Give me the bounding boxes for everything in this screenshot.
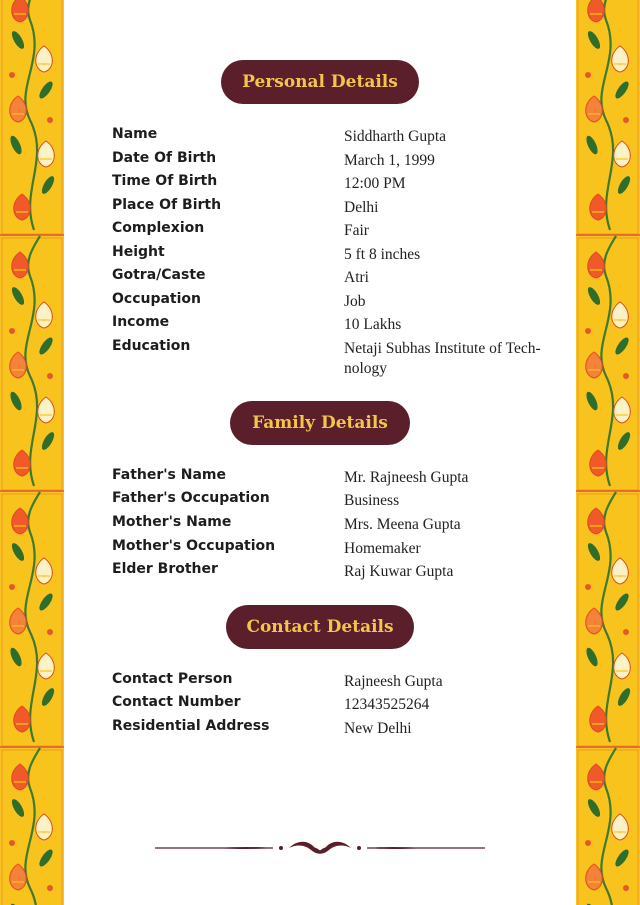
detail-label: Height — [112, 244, 165, 260]
detail-label: Mother's Occupation — [112, 538, 276, 554]
detail-label: Contact Number — [112, 694, 241, 710]
section-title-contact: Contact Details — [226, 605, 414, 649]
detail-label: Gotra/Caste — [112, 267, 206, 283]
detail-label: Residential Address — [112, 718, 270, 734]
detail-value: Business — [344, 492, 400, 509]
detail-value: March 1, 1999 — [344, 152, 435, 169]
detail-value: Homemaker — [344, 540, 421, 557]
detail-label: Date Of Birth — [112, 150, 217, 166]
detail-value: Raj Kuwar Gupta — [344, 563, 454, 580]
ornament-divider-icon — [155, 836, 485, 860]
detail-value: Rajneesh Gupta — [344, 673, 443, 690]
detail-value: New Delhi — [344, 720, 412, 737]
detail-label: Place Of Birth — [112, 197, 222, 213]
detail-label: Father's Name — [112, 467, 226, 483]
right-floral-border — [576, 0, 640, 905]
section-title-personal: Personal Details — [221, 60, 419, 104]
detail-value: Job — [344, 293, 366, 310]
detail-value: Netaji Subhas Institute of Tech-nology — [344, 340, 541, 377]
detail-label: Occupation — [112, 291, 202, 307]
detail-label: Complexion — [112, 220, 205, 236]
detail-value: 12343525264 — [344, 696, 430, 713]
detail-value: Atri — [344, 269, 369, 286]
detail-label: Time Of Birth — [112, 173, 218, 189]
left-floral-border — [0, 0, 64, 905]
detail-label: Elder Brother — [112, 561, 218, 577]
detail-value: Fair — [344, 222, 369, 239]
detail-value: Delhi — [344, 199, 379, 216]
detail-value: Mr. Rajneesh Gupta — [344, 469, 469, 486]
floral-pattern-icon — [0, 0, 64, 905]
detail-value: Siddharth Gupta — [344, 128, 447, 145]
detail-value: 10 Lakhs — [344, 316, 402, 333]
floral-pattern-icon — [576, 0, 640, 905]
detail-label: Father's Occupation — [112, 490, 270, 506]
section-title-family: Family Details — [230, 401, 410, 445]
detail-value: 12:00 PM — [344, 175, 406, 192]
detail-label: Income — [112, 314, 170, 330]
detail-label: Education — [112, 338, 191, 354]
detail-label: Contact Person — [112, 671, 233, 687]
detail-value: 5 ft 8 inches — [344, 246, 421, 263]
detail-label: Name — [112, 126, 158, 142]
detail-value: Mrs. Meena Gupta — [344, 516, 461, 533]
detail-label: Mother's Name — [112, 514, 232, 530]
